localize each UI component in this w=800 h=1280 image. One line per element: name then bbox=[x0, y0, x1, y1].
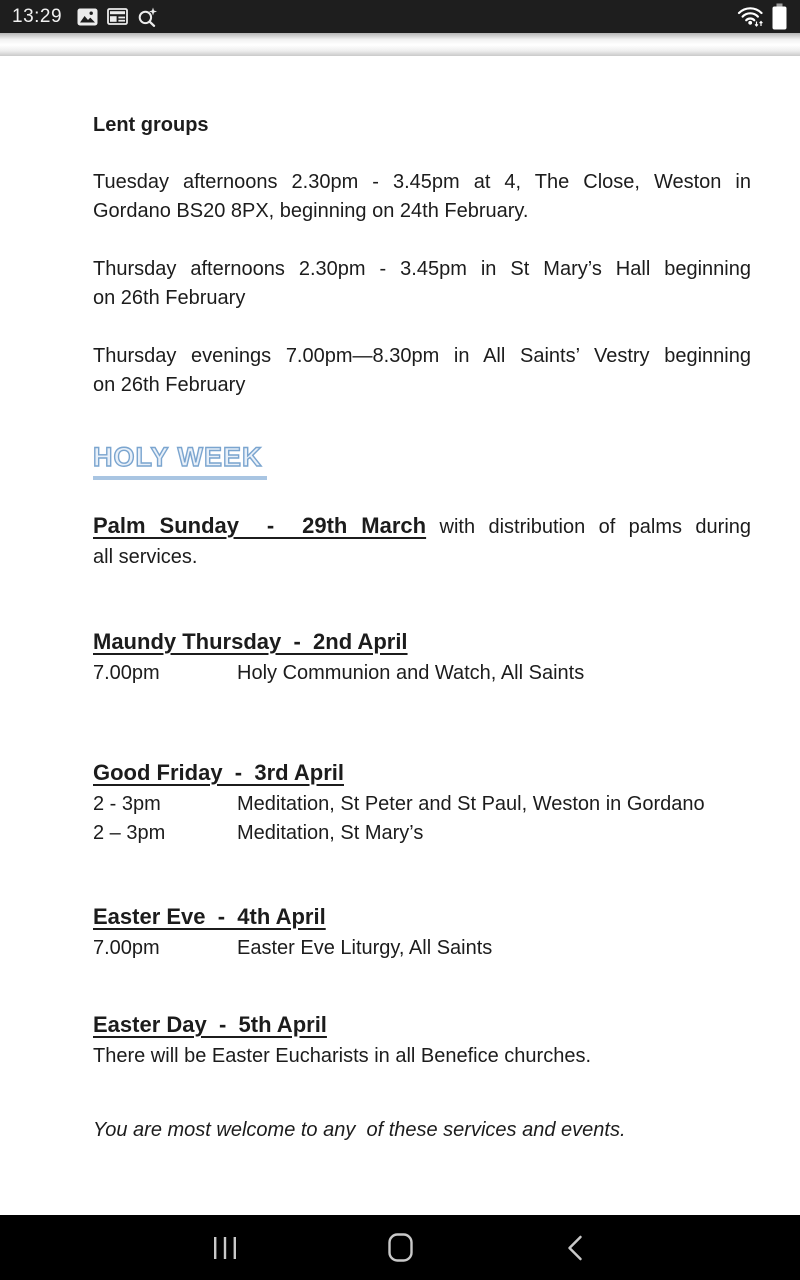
paragraph-line: Gordano BS20 8PX, beginning on 24th February. bbox=[93, 200, 529, 222]
heading-line bbox=[93, 757, 751, 790]
easter-eve-heading: Easter Eve - 4th April bbox=[93, 904, 326, 929]
easter-day-text: There will be Easter Eucharists in all Benefice churches. bbox=[93, 1045, 592, 1067]
home-button[interactable] bbox=[375, 1223, 425, 1273]
service-row bbox=[93, 790, 751, 819]
service-desc: Meditation, St Mary’s bbox=[237, 822, 424, 844]
section-easter-eve bbox=[93, 901, 751, 963]
heading-line bbox=[93, 626, 751, 659]
paragraph-tuesday-afternoons bbox=[93, 168, 751, 226]
maundy-thursday-heading: Maundy Thursday - 2nd April bbox=[93, 629, 408, 654]
paragraph-line: Thursday evenings 7.00pm—8.30pm in All Saints’ Vestry beginning bbox=[93, 345, 751, 367]
wifi-traffic-arrows bbox=[755, 22, 762, 27]
service-time: 7.00pm bbox=[93, 937, 160, 959]
service-time: 2 – 3pm bbox=[93, 822, 166, 844]
news-notification-icon bbox=[107, 8, 128, 25]
section-maundy-thursday bbox=[93, 626, 751, 688]
back-button[interactable] bbox=[550, 1223, 600, 1273]
back-icon bbox=[566, 1235, 584, 1261]
holy-week-title bbox=[93, 440, 751, 480]
paragraph-line: Thursday afternoons 2.30pm - 3.45pm in St Mary’s Hall beginning bbox=[93, 258, 751, 280]
service-desc: Holy Communion and Watch, All Saints bbox=[237, 662, 585, 684]
easter-day-heading: Easter Day - 5th April bbox=[93, 1012, 327, 1037]
service-time: 7.00pm bbox=[93, 662, 160, 684]
paragraph-line: on 26th February bbox=[93, 374, 246, 396]
paragraph-line: on 26th February bbox=[93, 287, 246, 309]
palm-sunday-heading: Palm Sunday - 29th March bbox=[93, 513, 427, 538]
gallery-notification-icon bbox=[77, 8, 98, 26]
service-row bbox=[93, 659, 751, 688]
holy-week-wordart: HOLY WEEK bbox=[93, 440, 267, 480]
palm-sunday-heading-rest: with distribution of palms during bbox=[439, 516, 752, 538]
closing-welcome-note: You are most welcome to any of these services and events. bbox=[93, 1119, 626, 1141]
paragraph-thursday-evenings bbox=[93, 342, 751, 400]
good-friday-heading: Good Friday - 3rd April bbox=[93, 760, 344, 785]
battery-icon bbox=[771, 3, 788, 30]
section-easter-day bbox=[93, 1009, 751, 1071]
section-palm-sunday bbox=[93, 510, 751, 572]
palm-sunday-line bbox=[93, 510, 751, 543]
paragraph-line: Tuesday afternoons 2.30pm - 3.45pm at 4, The Close, Weston in bbox=[93, 171, 751, 193]
status-bar bbox=[0, 0, 800, 33]
service-desc: Meditation, St Peter and St Paul, Weston in Gordano bbox=[237, 793, 705, 815]
clock: 13:29 bbox=[12, 5, 63, 27]
service-row bbox=[93, 934, 751, 963]
document-page[interactable] bbox=[0, 56, 800, 1215]
status-bar-left bbox=[12, 6, 158, 28]
service-row bbox=[93, 819, 751, 848]
heading-line bbox=[93, 901, 751, 934]
recents-icon bbox=[212, 1236, 238, 1260]
search-notification-icon bbox=[137, 7, 158, 27]
service-desc: Easter Eve Liturgy, All Saints bbox=[237, 937, 493, 959]
document-top-edge bbox=[0, 33, 800, 56]
service-time: 2 - 3pm bbox=[93, 793, 161, 815]
lent-groups-heading: Lent groups bbox=[93, 114, 209, 136]
palm-sunday-line2: all services. bbox=[93, 546, 198, 568]
home-icon bbox=[388, 1233, 413, 1262]
navigation-bar bbox=[0, 1215, 800, 1280]
heading-line bbox=[93, 1009, 751, 1042]
recents-button[interactable] bbox=[200, 1223, 250, 1273]
paragraph-thursday-afternoons bbox=[93, 255, 751, 313]
section-good-friday bbox=[93, 757, 751, 848]
status-bar-right bbox=[737, 3, 788, 30]
wifi-icon bbox=[737, 6, 764, 27]
